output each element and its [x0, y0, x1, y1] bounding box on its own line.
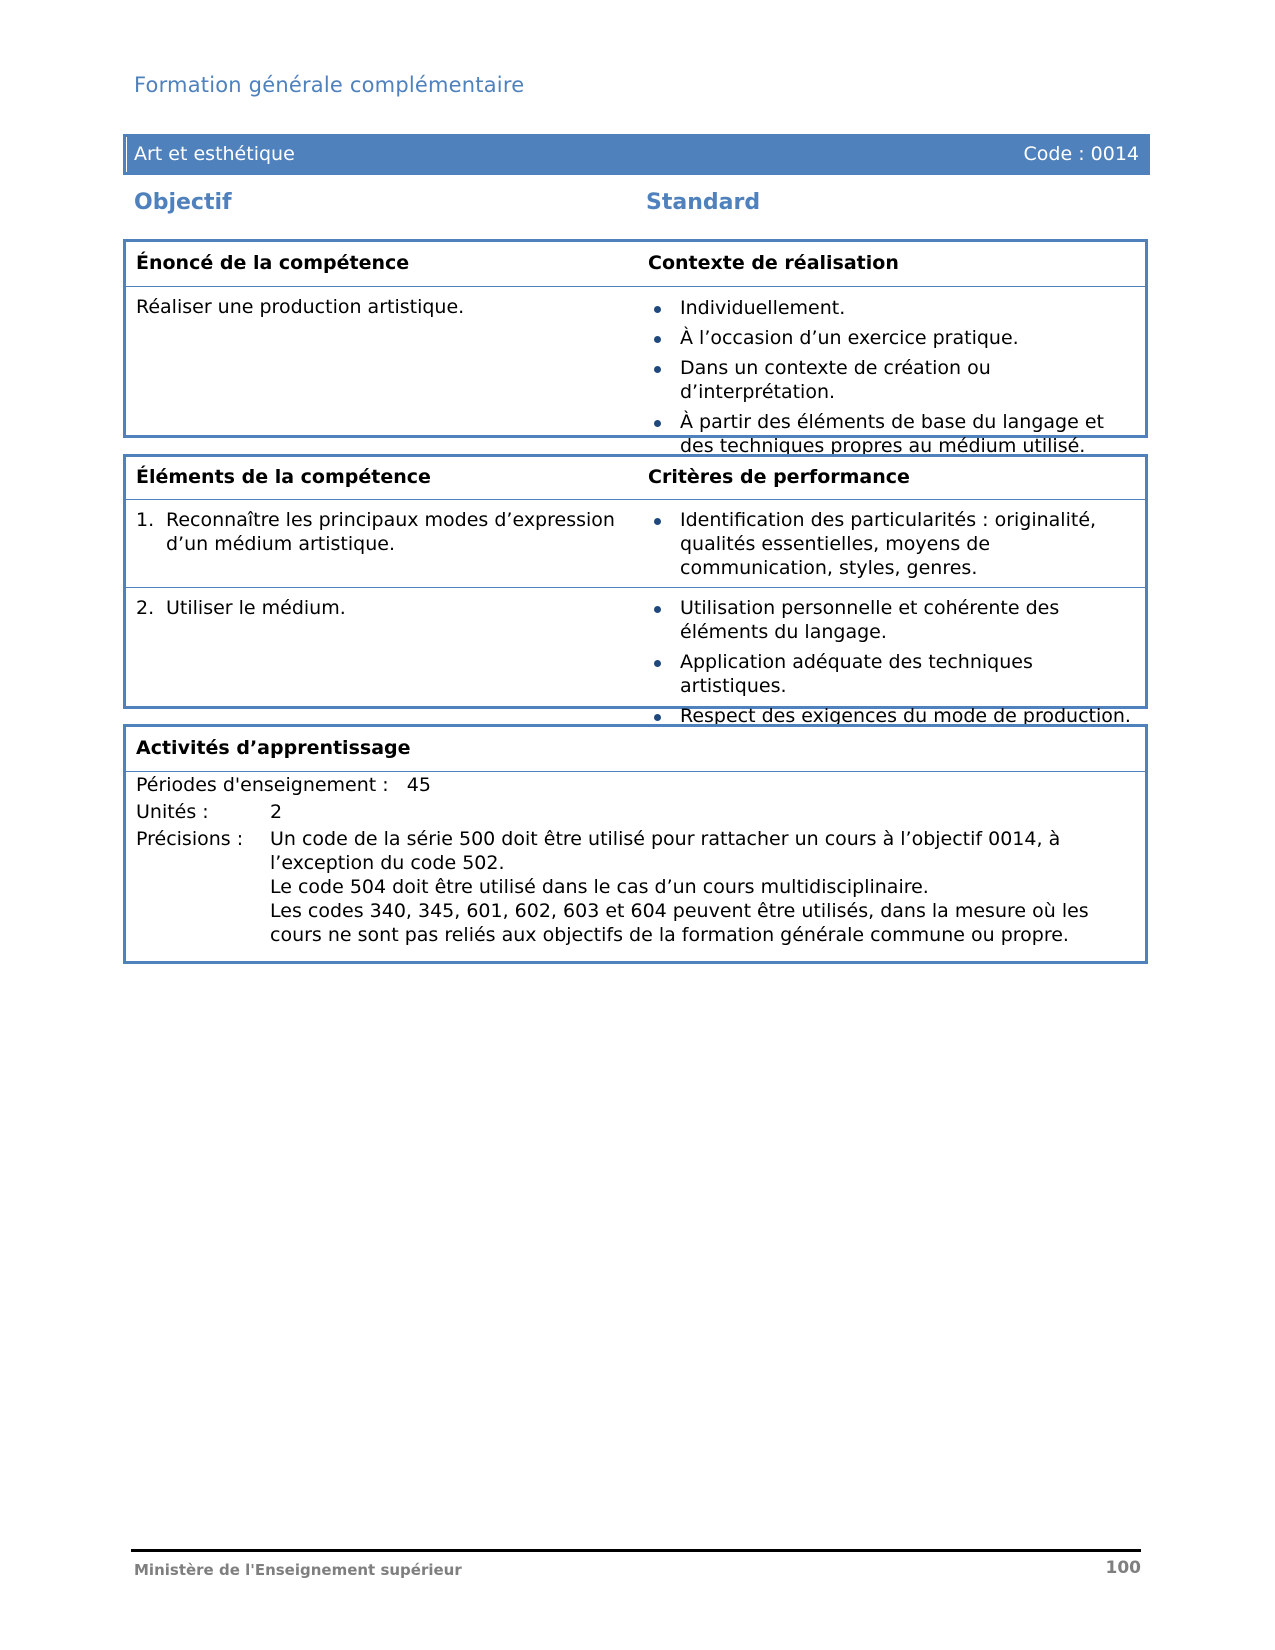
element-row-2 — [126, 587, 1145, 727]
competence-row — [126, 287, 1145, 457]
activities-header: Activités d’apprentissage — [136, 737, 411, 759]
context-header: Contexte de réalisation — [648, 252, 899, 274]
periods-line — [136, 773, 431, 797]
competence-statement: Réaliser une production artistique. — [136, 296, 465, 318]
course-code: Code : 0014 — [1023, 143, 1139, 165]
activities-header-row — [126, 727, 1145, 772]
activities-body — [126, 772, 1145, 961]
element-text: Reconnaître les principaux modes d’expression d’un médium artistique. — [166, 509, 615, 555]
elements-table — [123, 454, 1148, 727]
precision-paragraph: Les codes 340, 345, 601, 602, 603 et 604 peuvent être utilisés, dans la mesure où les cours ne sont pas reliés aux objectifs de la formation générale commune ou propre. — [270, 900, 1089, 946]
precisions-label: Précisions : — [136, 828, 244, 850]
criteria-list — [648, 596, 1138, 734]
context-item: À partir des éléments de base du langage et des techniques propres au médium utilisé. — [648, 410, 1138, 458]
page-title: Formation générale complémentaire — [134, 73, 525, 97]
criteria-list — [648, 508, 1138, 586]
footer-divider — [131, 1549, 1141, 1552]
context-item: Individuellement. — [648, 296, 1138, 320]
criteria-item: Application adéquate des techniques artistiques. — [648, 650, 1138, 698]
competence-table — [123, 239, 1148, 457]
course-title-bar — [123, 134, 1150, 175]
elements-header: Éléments de la compétence — [136, 466, 431, 488]
precisions-text — [270, 827, 1140, 947]
element-text: Utiliser le médium. — [166, 597, 346, 619]
elements-table-header — [126, 457, 1145, 500]
element-row-1 — [126, 500, 1145, 587]
criteria-item: Identification des particularités : originalité, qualités essentielles, moyens de communication, styles, genres. — [648, 508, 1138, 580]
units-value: 2 — [270, 801, 283, 823]
standard-heading: Standard — [646, 190, 761, 215]
context-item: À l’occasion d’un exercice pratique. — [648, 326, 1138, 350]
periods-label: Périodes d'enseignement : — [136, 774, 389, 796]
element-item — [136, 508, 656, 556]
context-list — [648, 296, 1138, 464]
precision-paragraph: Le code 504 doit être utilisé dans le cas d’un cours multidisciplinaire. — [270, 876, 929, 898]
objectif-heading: Objectif — [134, 190, 232, 215]
units-line — [136, 800, 209, 824]
competence-table-header — [126, 242, 1145, 287]
page-number: 100 — [1105, 1558, 1141, 1578]
periods-value: 45 — [406, 774, 431, 796]
element-number: 1. — [136, 509, 155, 531]
criteria-header: Critères de performance — [648, 466, 910, 488]
criteria-item: Utilisation personnelle et cohérente des éléments du langage. — [648, 596, 1138, 644]
element-item — [136, 596, 656, 620]
activities-table — [123, 724, 1148, 964]
precision-paragraph: Un code de la série 500 doit être utilisé pour rattacher un cours à l’objectif 0014, à l’exception du code 502. — [270, 828, 1061, 874]
title-bar-accent-line — [126, 137, 127, 172]
course-name: Art et esthétique — [134, 143, 295, 165]
units-label: Unités : — [136, 801, 209, 823]
footer-publisher: Ministère de l'Enseignement supérieur — [134, 1561, 462, 1579]
context-item: Dans un contexte de création ou d’interprétation. — [648, 356, 1138, 404]
criteria-item: Respect des exigences du mode de production. — [648, 704, 1138, 728]
element-number: 2. — [136, 597, 155, 619]
statement-header: Énoncé de la compétence — [136, 252, 410, 274]
